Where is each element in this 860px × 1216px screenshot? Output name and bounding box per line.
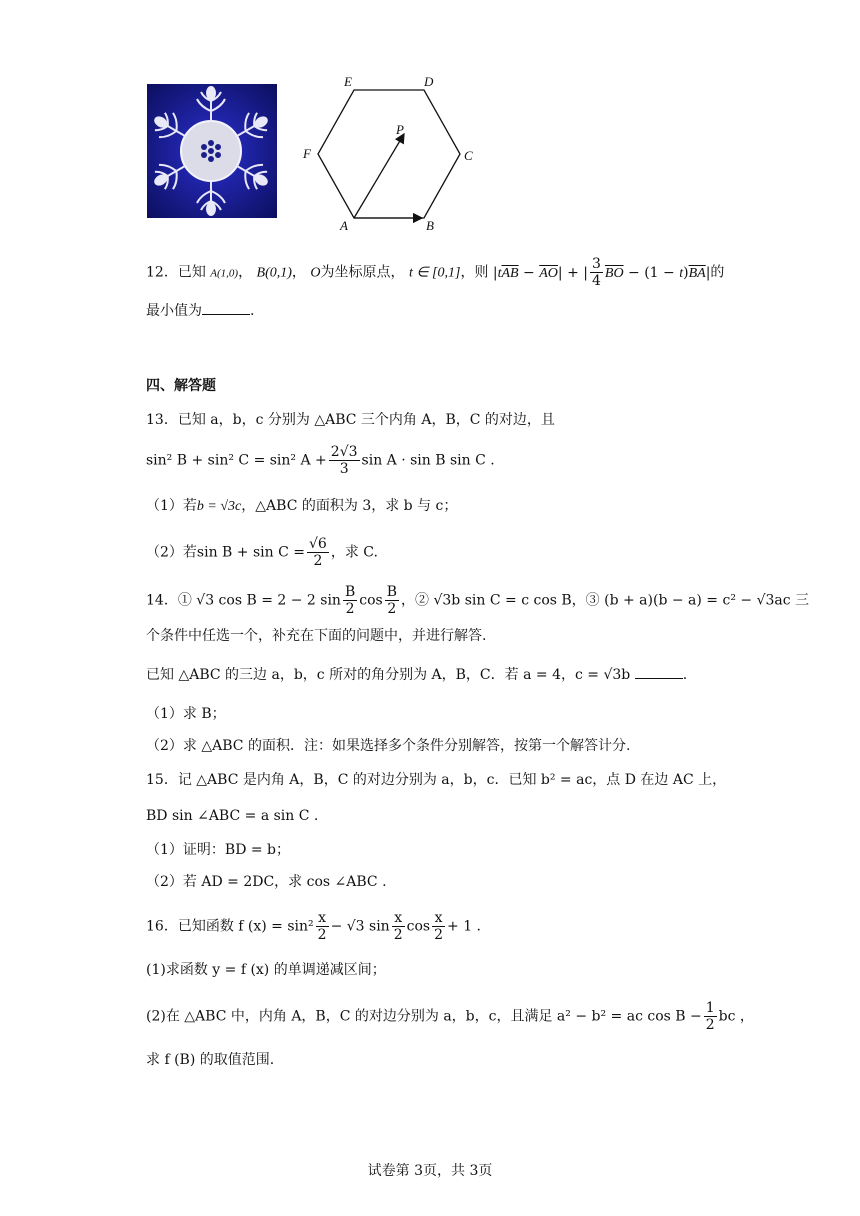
snowflake-image — [147, 84, 277, 218]
q15-part2: （2）若 AD = 2DC，求 cos ∠ABC . — [146, 874, 387, 890]
q14-line1: 14．① √3 cos B = 2 − 2 sin $\frac{B}{2}$ cos $\frac{B}{2}$ ，② √3b sin C = c cos B，③ (b + a)(b − a) = c² − √3ac 三 — [146, 584, 810, 617]
hexagon-figure — [298, 72, 480, 234]
q12-line1: 12．已知 A(1,0)， B(0,1)， O为坐标原点， t ∈ [0,1]，则 $|t\overline{AB} - \overline{AO}|$ + | $\frac{3}{4}$ $\overline{BO} - (1 - t)\overline{BA}|$的 — [146, 256, 725, 289]
q12-line2: 最小值为 . — [146, 300, 254, 321]
q14-part2: （2）求 △ABC 的面积．注：如果选择多个条件分别解答，按第一个解答计分. — [146, 738, 631, 754]
label-P: P — [396, 122, 404, 137]
label-E: E — [344, 74, 352, 89]
label-C: C — [464, 148, 473, 163]
hexagon-svg — [298, 72, 480, 234]
q13-part1: （1）若b = √3c，△ABC 的面积为 3，求 b 与 c； — [146, 498, 458, 514]
q14-part1: （1）求 B； — [146, 706, 226, 722]
vector-AP — [354, 134, 404, 218]
label-F: F — [303, 146, 311, 161]
hexagon-outline — [318, 90, 460, 218]
q13-part2: （2）若sin B + sin C = $\frac{√6}{2}$ ，求 C. — [146, 536, 378, 569]
label-D: D — [424, 74, 434, 89]
q15-line1: 15．记 △ABC 是内角 A，B，C 的对边分别为 a，b，c．已知 b² = ac，点 D 在边 AC 上， — [146, 772, 727, 788]
label-A: A — [340, 218, 348, 233]
q16-intro: 16．已知函数 f (x) = sin² $\frac{x}{2}$ − √3 sin $\frac{x}{2}$ cos $\frac{x}{2}$ + 1 . — [146, 910, 482, 943]
section-heading: 四、解答题 — [146, 378, 216, 394]
q15-line2: BD sin ∠ABC = a sin C . — [146, 808, 319, 824]
q13-intro: 13．已知 a，b，c 分别为 △ABC 三个内角 A，B，C 的对边，且 — [146, 412, 555, 428]
page-footer: 试卷第 3页，共 3页 — [367, 1163, 493, 1179]
answer-blank — [635, 664, 683, 679]
q12-expression: $|t\overline{AB} - \overline{AO}|$ + | $\frac{3}{4}$ $\overline{BO} - (1 - t)\overline{BA}|$ — [492, 256, 711, 289]
snowflake-graphic — [147, 84, 277, 218]
q16-part2: (2)在 △ABC 中，内角 A，B，C 的对边分别为 a，b，c，且满足 a² − b² = ac cos B − $\frac{1}{2}$ bc ， — [146, 1000, 754, 1033]
q16-part2-cont: 求 f (B) 的取值范围. — [146, 1052, 275, 1068]
q15-part1: （1）证明：BD = b； — [146, 842, 291, 858]
q14-line3: 已知 △ABC 的三边 a，b，c 所对的角分别为 A，B，C．若 a = 4，c = √3b . — [146, 664, 687, 685]
answer-blank — [202, 300, 250, 315]
q16-part1: (1)求函数 y = f (x) 的单调递减区间； — [146, 962, 386, 978]
q13-equation: sin² B + sin² C = sin² A + $\frac{2√3}{3}$ sin A · sin B sin C . — [146, 444, 495, 477]
label-B: B — [426, 218, 434, 233]
q14-line2: 个条件中任选一个，补充在下面的问题中，并进行解答. — [146, 628, 487, 644]
